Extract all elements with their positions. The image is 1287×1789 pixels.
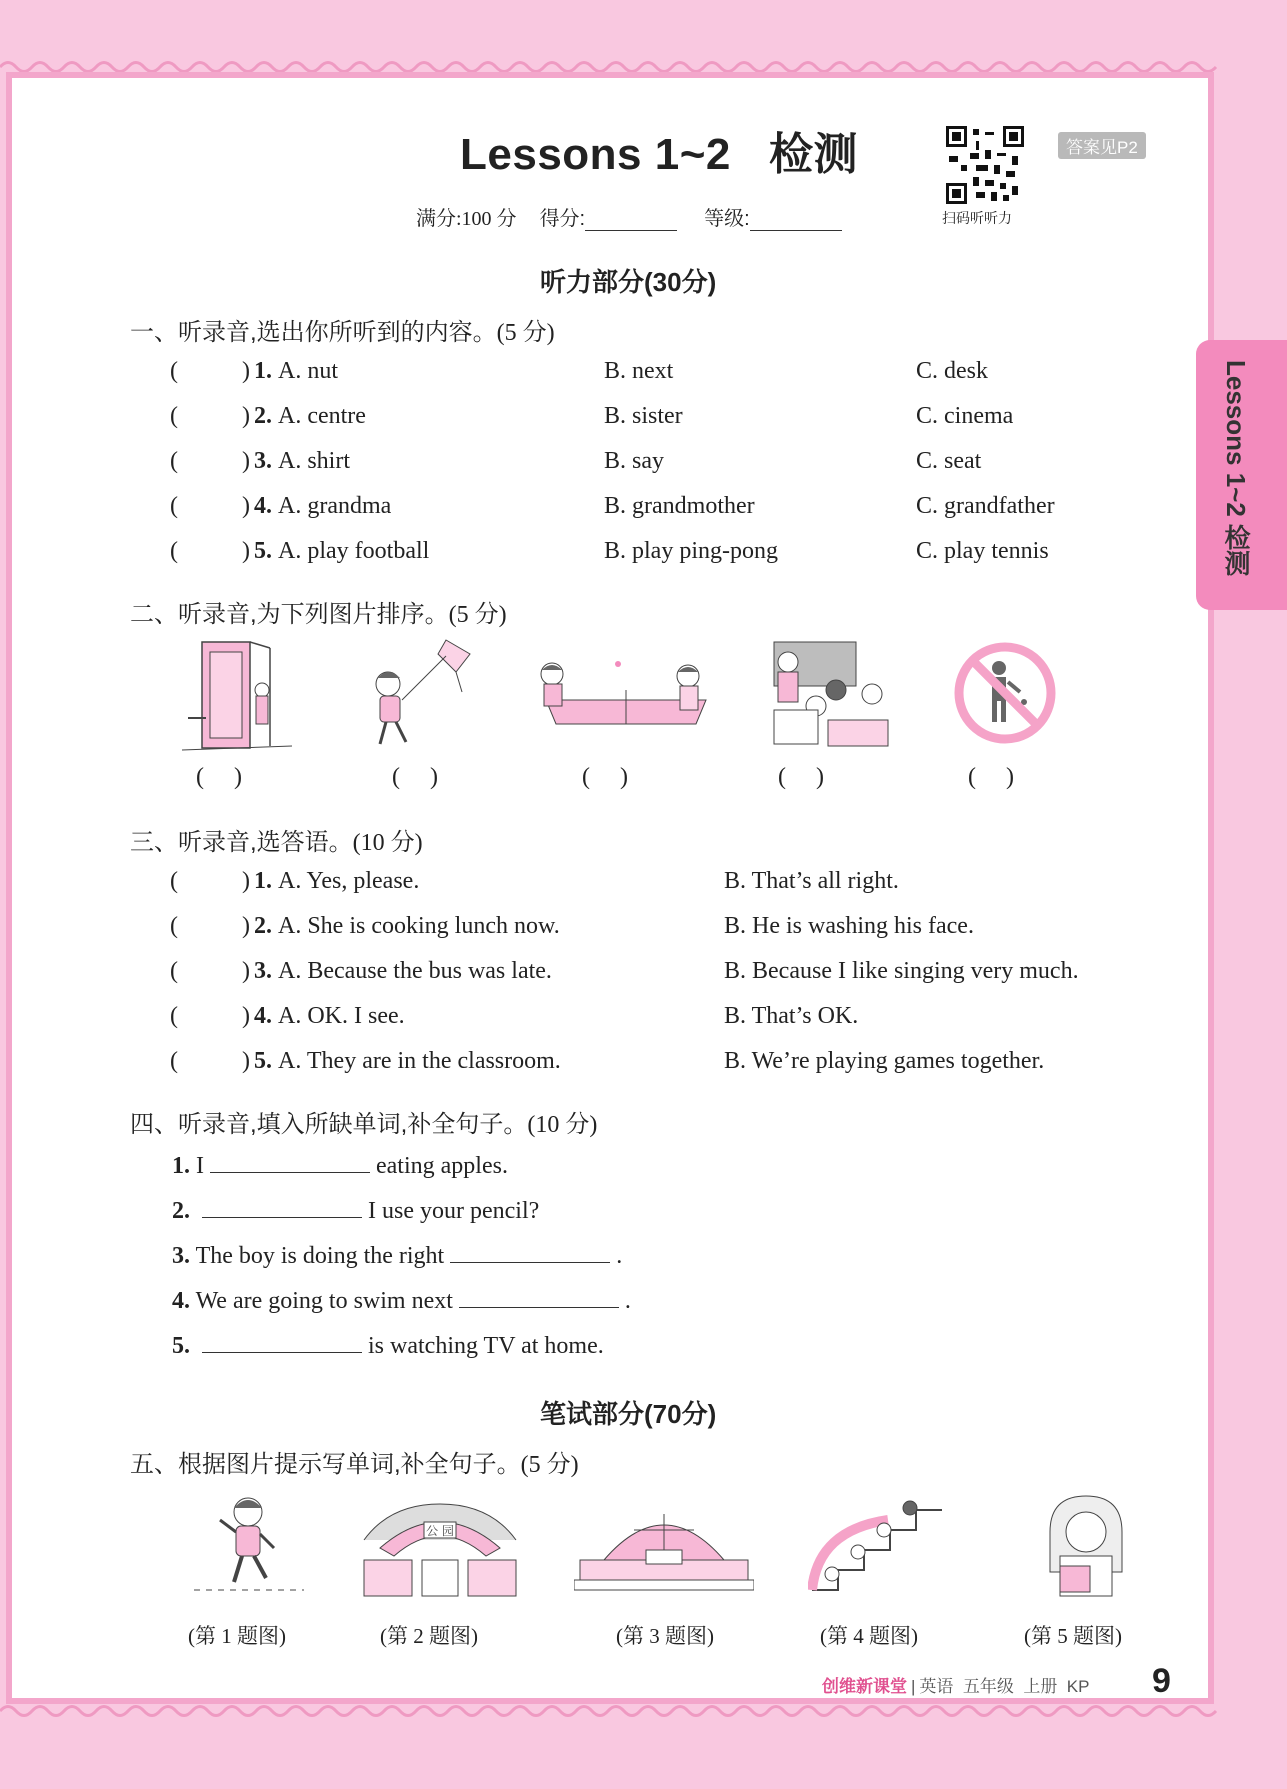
- sentence-end: is watching TV at home.: [368, 1333, 604, 1359]
- section-3-points: (10 分): [352, 830, 423, 856]
- option-b: B. That’s all right.: [724, 868, 899, 894]
- s4-question-5: [172, 1330, 604, 1360]
- option-c: C. cinema: [916, 403, 1014, 429]
- park-gate-sign: 公 园: [426, 1524, 454, 1538]
- stairs-children-picture: [808, 1490, 948, 1600]
- s4-question-1: [172, 1150, 508, 1180]
- picture-1-paren[interactable]: ( ): [196, 764, 242, 790]
- paren-close: ): [242, 1003, 250, 1029]
- brand-name: 创维新课堂: [822, 1677, 907, 1696]
- option-a: A. Because the bus was late.: [278, 958, 552, 984]
- caption-5: (第 5 题图): [1024, 1624, 1122, 1648]
- option-b: B. sister: [604, 403, 683, 429]
- writing-part-title: 笔试部分(70分): [540, 1399, 717, 1429]
- option-b: B. say: [604, 448, 664, 474]
- answer-paren[interactable]: (: [170, 868, 178, 894]
- s4-question-2: [172, 1195, 539, 1225]
- door-picture: [180, 638, 300, 753]
- question-number: 5.: [254, 538, 272, 564]
- option-a: A. shirt: [278, 448, 350, 474]
- ping-pong-picture: [536, 650, 716, 750]
- option-b: B. We’re playing games together.: [724, 1048, 1045, 1074]
- section-5-points: (5 分): [520, 1452, 579, 1478]
- s4-question-3: [172, 1240, 622, 1270]
- paren-close: ): [242, 538, 250, 564]
- page-number: 9: [1152, 1662, 1171, 1700]
- paren-close: ): [242, 358, 250, 384]
- side-tab: [1196, 340, 1287, 610]
- question-number: 2.: [172, 1198, 190, 1224]
- section-2-points: (5 分): [448, 602, 507, 628]
- full-score: 满分:100 分: [416, 208, 517, 230]
- sentence-end: .: [616, 1243, 623, 1269]
- girl-reading-picture: [1030, 1492, 1140, 1602]
- section-4-text: 四、听录音,填入所缺单词,补全句子。: [130, 1111, 528, 1138]
- option-c: C. desk: [916, 358, 988, 384]
- question-number: 3.: [172, 1243, 190, 1269]
- page-title: Lessons 1~2 检测: [460, 130, 859, 179]
- paren-close: ): [242, 868, 250, 894]
- stadium-picture: [574, 1500, 754, 1600]
- side-tab-label: Lessons 1~2 检测: [1221, 360, 1251, 577]
- option-c: C. grandfather: [916, 493, 1055, 519]
- question-number: 5.: [254, 1048, 272, 1074]
- park-gate-picture: [360, 1500, 520, 1600]
- option-a: A. grandma: [278, 493, 392, 519]
- answer-paren[interactable]: (: [170, 403, 178, 429]
- question-number: 3.: [254, 958, 272, 984]
- running-boy-picture: [190, 1490, 310, 1600]
- paren-close: ): [242, 913, 250, 939]
- answer-badge: 答案见P2: [1058, 132, 1146, 159]
- option-b: B. next: [604, 358, 674, 384]
- section-3-text: 三、听录音,选答语。: [130, 829, 353, 856]
- picture-3-paren[interactable]: ( ): [582, 764, 628, 790]
- no-littering-sign-icon: [952, 640, 1058, 746]
- option-a: A. She is cooking lunch now.: [278, 913, 560, 939]
- sentence-end: eating apples.: [376, 1153, 508, 1179]
- section-2-title: [130, 594, 507, 629]
- score-line: [416, 202, 864, 231]
- caption-3: (第 3 题图): [616, 1624, 714, 1648]
- answer-paren[interactable]: (: [170, 448, 178, 474]
- option-c: C. play tennis: [916, 538, 1049, 564]
- footer-brand: 创维新课堂 | 英语 五年级 上册 KP: [822, 1677, 1090, 1696]
- question-number: 1.: [254, 868, 272, 894]
- section-5-title: [130, 1444, 579, 1479]
- s4-question-4: [172, 1285, 631, 1315]
- option-a: A. centre: [278, 403, 366, 429]
- grade-blank[interactable]: [750, 210, 842, 231]
- question-number: 1.: [254, 358, 272, 384]
- section-4-title: [130, 1104, 597, 1139]
- answer-paren[interactable]: (: [170, 538, 178, 564]
- qr-label: 扫码听听力: [942, 210, 1012, 226]
- option-a: A. play football: [278, 538, 430, 564]
- question-number: 2.: [254, 913, 272, 939]
- question-number: 1.: [172, 1153, 190, 1179]
- option-a: A. OK. I see.: [278, 1003, 405, 1029]
- question-number: 5.: [172, 1333, 190, 1359]
- caption-1: (第 1 题图): [188, 1624, 286, 1648]
- option-b: B. He is washing his face.: [724, 913, 974, 939]
- answer-paren[interactable]: (: [170, 958, 178, 984]
- answer-paren[interactable]: (: [170, 493, 178, 519]
- answer-paren[interactable]: (: [170, 358, 178, 384]
- fill-blank[interactable]: [202, 1330, 362, 1353]
- option-a: A. Yes, please.: [278, 868, 420, 894]
- score-blank[interactable]: [585, 210, 677, 231]
- section-1-title: [130, 312, 555, 347]
- score-label: 得分:: [539, 208, 586, 230]
- qr-code-icon[interactable]: [946, 126, 1024, 204]
- question-number: 3.: [254, 448, 272, 474]
- section-1-points: (5 分): [496, 320, 555, 346]
- option-a: A. They are in the classroom.: [278, 1048, 561, 1074]
- fill-blank[interactable]: [459, 1285, 619, 1308]
- grade-label: 等级:: [704, 208, 750, 230]
- paren-close: ): [242, 493, 250, 519]
- paren-close: ): [242, 403, 250, 429]
- sentence-start: I: [196, 1153, 204, 1179]
- sentence-start: The boy is doing the right: [195, 1243, 445, 1269]
- paren-close: ): [242, 448, 250, 474]
- option-a: A. nut: [278, 358, 338, 384]
- bottom-wave-border: [0, 1702, 1287, 1720]
- option-c: C. seat: [916, 448, 982, 474]
- kite-picture: [358, 636, 478, 751]
- paren-close: ): [242, 958, 250, 984]
- picture-2-paren[interactable]: ( ): [392, 764, 438, 790]
- section-2-text: 二、听录音,为下列图片排序。: [130, 601, 449, 628]
- option-b: B. Because I like singing very much.: [724, 958, 1079, 984]
- section-5-text: 五、根据图片提示写单词,补全句子。: [130, 1451, 521, 1478]
- question-number: 4.: [254, 493, 272, 519]
- answer-paren[interactable]: (: [170, 1003, 178, 1029]
- answer-paren[interactable]: (: [170, 913, 178, 939]
- caption-4: (第 4 题图): [820, 1624, 918, 1648]
- section-1-text: 一、听录音,选出你所听到的内容。: [130, 319, 497, 346]
- picture-4-paren[interactable]: ( ): [778, 764, 824, 790]
- option-b: B. play ping-pong: [604, 538, 778, 564]
- picture-5-paren[interactable]: ( ): [968, 764, 1014, 790]
- sentence-end: I use your pencil?: [368, 1198, 540, 1224]
- section-3-title: [130, 822, 423, 857]
- classroom-picture: [768, 640, 896, 750]
- fill-blank[interactable]: [450, 1240, 610, 1263]
- paren-close: ): [242, 1048, 250, 1074]
- section-4-points: (10 分): [527, 1112, 598, 1138]
- question-number: 4.: [254, 1003, 272, 1029]
- sentence-start: We are going to swim next: [195, 1288, 453, 1314]
- answer-paren[interactable]: (: [170, 1048, 178, 1074]
- fill-blank[interactable]: [202, 1195, 362, 1218]
- caption-2: (第 2 题图): [380, 1624, 478, 1648]
- sentence-end: .: [624, 1288, 631, 1314]
- book-info: 英语 五年级 上册 KP: [919, 1677, 1090, 1696]
- listening-part-title: 听力部分(30分): [540, 267, 717, 297]
- option-b: B. grandmother: [604, 493, 755, 519]
- question-number: 2.: [254, 403, 272, 429]
- option-b: B. That’s OK.: [724, 1003, 859, 1029]
- fill-blank[interactable]: [210, 1150, 370, 1173]
- question-number: 4.: [172, 1288, 190, 1314]
